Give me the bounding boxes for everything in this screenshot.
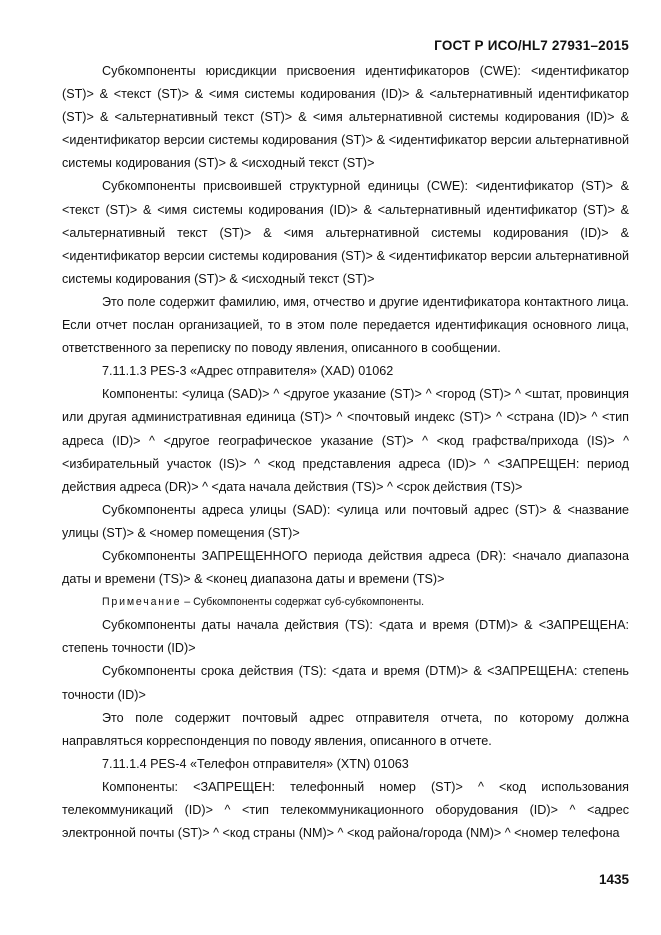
paragraph-address-period-subcomponents: Субкомпоненты ЗАПРЕЩЕННОГО периода действия адреса (DR): <начало диапазона даты и времени (TS)> & <конец диапазона даты и времени (TS)> xyxy=(62,548,629,587)
note-text: – Субкомпоненты содержат суб-субкомпоненты. xyxy=(181,596,425,609)
paragraph-phone-components: Компоненты: <ЗАПРЕЩЕН: телефонный номер (ST)> ^ <код использования телекоммуникаций (ID)> ^ <тип телекоммуникационного оборудования (ID)> ^ <адрес электронной почты (ST)> ^ <код страны (NM)> ^ <код района/города (NM)> ^ <номер телефона xyxy=(62,779,629,841)
page-number: 1435 xyxy=(598,872,629,887)
section-heading-pes-3: 7.11.1.3 PES-3 «Адрес отправителя» (XAD) 01062 xyxy=(102,364,394,379)
paragraph-start-date-subcomponents: Субкомпоненты даты начала действия (TS): <дата и время (DTM)> & <ЗАПРЕЩЕНА: степень точности (ID)> xyxy=(62,618,629,656)
paragraph-address-description: Это поле содержит почтовый адрес отправителя отчета, по которому должна направляться корреспонденция по поводу явления, описанного в отчете. xyxy=(62,710,629,748)
paragraph-address-components: Компоненты: <улица (SAD)> ^ <другое указание (ST)> ^ <город (ST)> ^ <штат, провинция или другая административная единица (ST)> ^ <почтовый индекс (ST)> ^ <страна (ID)> ^ <тип адреса (ID)> ^ <другое географическое указание (ST)> ^ <код графства/прихода (IS)> ^ <избирательный участок (IS)> ^ <код представления адреса (ID)> ^ <ЗАПРЕЩЕН: период действия адреса (DR)> ^ <дата начала действия (TS)> ^ <срок действия (TS)> xyxy=(62,387,629,494)
document-body xyxy=(62,60,629,845)
paragraph-jurisdiction-subcomponents: Субкомпоненты юрисдикции присвоения идентификаторов (CWE): <идентификатор (ST)> & <текст (ST)> & <имя системы кодирования (ID)> & <альтернативный идентификатор (ST)> & <альтернативный текст (ST)> & <имя альтернативной системы кодирования (ID)> & <идентификатор версии системы кодирования (ST)> & <идентификатор версии альтернативной системы кодирования (ST)> & <исходный текст (ST)> xyxy=(62,64,629,171)
page-header-standard-title: ГОСТ Р ИСО/HL7 27931–2015 xyxy=(434,38,629,53)
note-label: Примечание xyxy=(102,596,182,609)
paragraph-assigning-unit-subcomponents: Субкомпоненты присвоившей структурной единицы (CWE): <идентификатор (ST)> & <текст (ST)> & <имя системы кодирования (ID)> & <альтернативный идентификатор (ST)> & <альтернативный текст (ST)> & <имя альтернативной системы кодирования (ID)> & <идентификатор версии системы кодирования (ST)> & <идентификатор версии альтернативной системы кодирования (ST)> & <исходный текст (ST)> xyxy=(62,179,629,286)
section-heading-pes-4: 7.11.1.4 PES-4 «Телефон отправителя» (XTN) 01063 xyxy=(102,756,409,771)
note xyxy=(62,591,629,614)
paragraph-expiry-subcomponents: Субкомпоненты срока действия (TS): <дата и время (DTM)> & <ЗАПРЕЩЕНА: степень точности (ID)> xyxy=(62,664,629,702)
paragraph-street-address-subcomponents: Субкомпоненты адреса улицы (SAD): <улица или почтовый адрес (ST)> & <название улицы (ST)> & <номер помещения (ST)> xyxy=(62,502,629,540)
paragraph-contact-person-description: Это поле содержит фамилию, имя, отчество и другие идентификатора контактного лица. Если отчет послан организацией, то в этом поле передается идентификация основного лица, ответственного за переписку по поводу явления, описанного в сообщении. xyxy=(62,294,629,356)
